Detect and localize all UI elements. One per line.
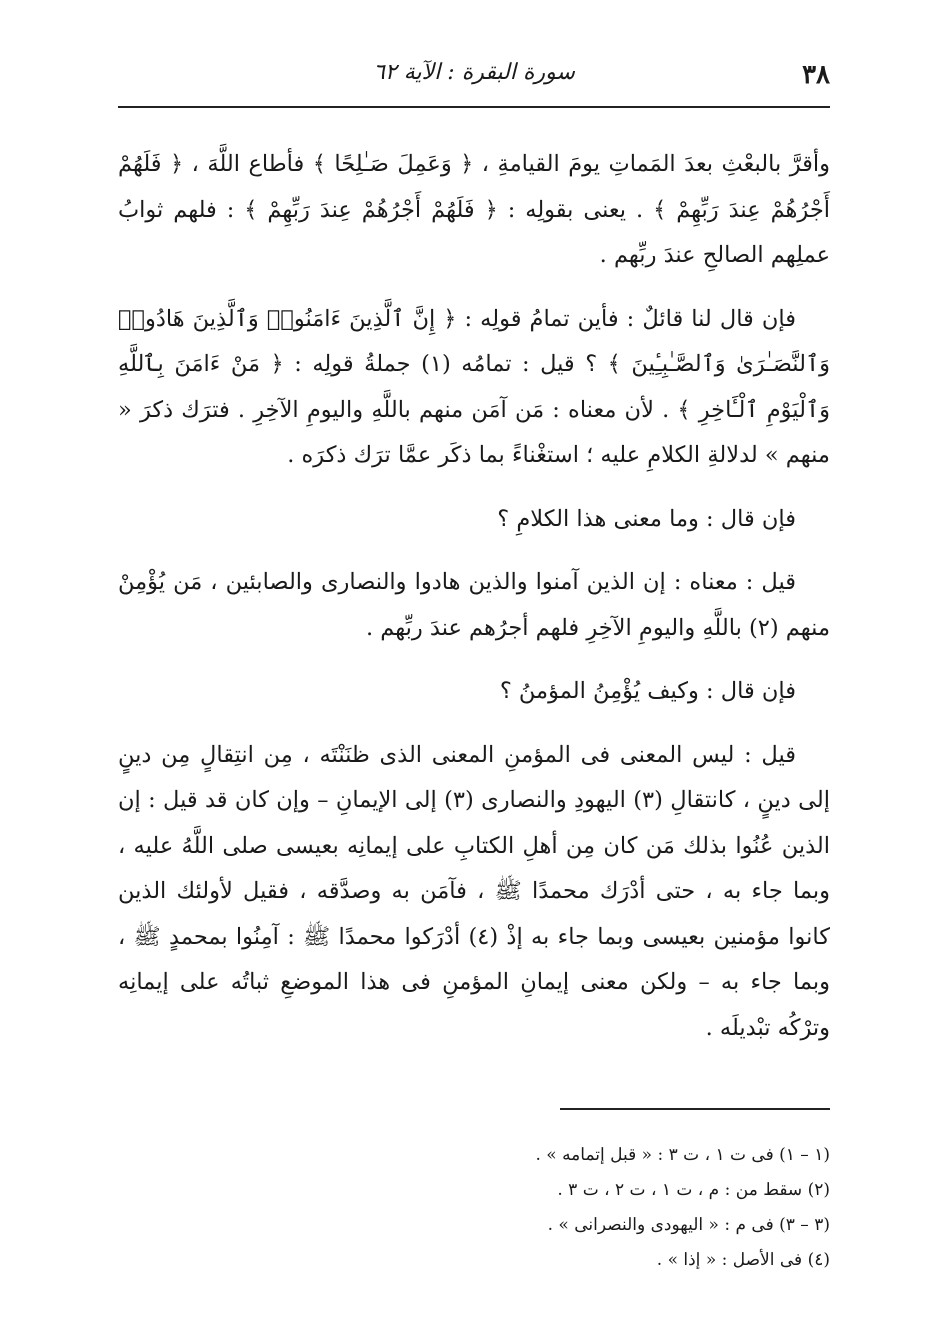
footnote-2: (٢) سقط من : م ، ت ١ ، ت ٢ ، ت ٣ . (557, 1180, 830, 1200)
footnote-4: (٤) فى الأصل : « إذا » . (656, 1250, 830, 1270)
paragraph-6: قيل : ليس المعنى فى المؤمنِ المعنى الذى ظنَنْتَه ، مِن انتِقالٍ مِن دينٍ إلى دينٍ ، كانتقالِ (٣) اليهودِ والنصارى (٣) إلى الإيمانِ – وإن كان قد قيل : إن الذين عُنُوا بذلك مَن كان مِن أهلِ الكتابِ على إيمانِه بعيسى صلى اللَّهُ عليه ، وبما جاء به ، حتى أدْرَك محمدًا ﷺ ، فآمَن به وصدَّقه ، فقيل لأولئك الذين كانوا مؤمنين بعيسى وبما جاء به إذْ (٤) أدْرَكوا محمدًا ﷺ : آمِنُوا بمحمدٍ ﷺ ، وبما جاء به – ولكن معنى إيمانِ المؤمنِ فى هذا الموضعِ ثباتُه على إيمانِه وترْكُه تبْديلَه . (118, 741, 830, 1041)
paragraph-3: فإن قال : وما معنى هذا الكلامِ ؟ (497, 505, 796, 532)
footnote-3: (٣ – ٣) فى م : « اليهودى والنصرانى » . (547, 1215, 830, 1235)
footnote-1: (١ – ١) فى ت ١ ، ت ٣ : « قبل إتمامه » . (535, 1145, 830, 1165)
footnote-rule (560, 1108, 830, 1110)
paragraph-5: فإن قال : وكيف يُؤْمِنُ المؤمنُ ؟ (499, 678, 796, 704)
footnotes (118, 1138, 830, 1278)
paragraph-1: وأقرَّ بالبعْثِ بعدَ المَماتِ يومَ القيامةِ ، ﴿ وَعَمِلَ صَـٰلِحًا ﴾ فأطاع اللَّهَ ، ﴿ فَلَهُمْ أَجْرُهُمْ عِندَ رَبِّهِمْ ﴾ . يعنى بقولِه : ﴿ فَلَهُمْ أَجْرُهُمْ عِندَ رَبِّهِمْ ﴾ : فلهم ثوابُ عملِهم الصالحِ عندَ ربِّهم . (118, 151, 830, 268)
running-title: سورة البقرة : الآية ٦٢ (373, 60, 575, 85)
header-rule (118, 106, 830, 108)
page-header (118, 56, 830, 104)
page-number: ٣٨ (802, 60, 830, 90)
main-text (118, 142, 830, 1069)
paragraph-4: قيل : معناه : إن الذين آمنوا والذين هادوا والنصارى والصابئين ، مَن يُؤْمِنْ منهم (٢) باللَّهِ واليومِ الآخِرِ فلهم أجرُهم عندَ ربِّهم . (118, 569, 830, 641)
paragraph-2: فإن قال لنا قائلٌ : فأين تمامُ قولِه : ﴿ إِنَّ ٱلَّذِينَ ءَامَنُوا۟ وَٱلَّذِينَ هَادُوا۟ وَٱلنَّصَـٰرَىٰ وَٱلصَّـٰبِـِٔينَ ﴾ ؟ قيل : تمامُه (١) جملةُ قولِه : ﴿ مَنْ ءَامَنَ بِٱللَّهِ وَٱلْيَوْمِ ٱلْـَٔاخِرِ ﴾ . لأن معناه : مَن آمَن منهم باللَّهِ واليومِ الآخِرِ . فترَك ذكرَ « منهم » لدلالةِ الكلامِ عليه ؛ استغْناءً بما ذكَر عمَّا ترَك ذكرَه . (118, 305, 830, 468)
